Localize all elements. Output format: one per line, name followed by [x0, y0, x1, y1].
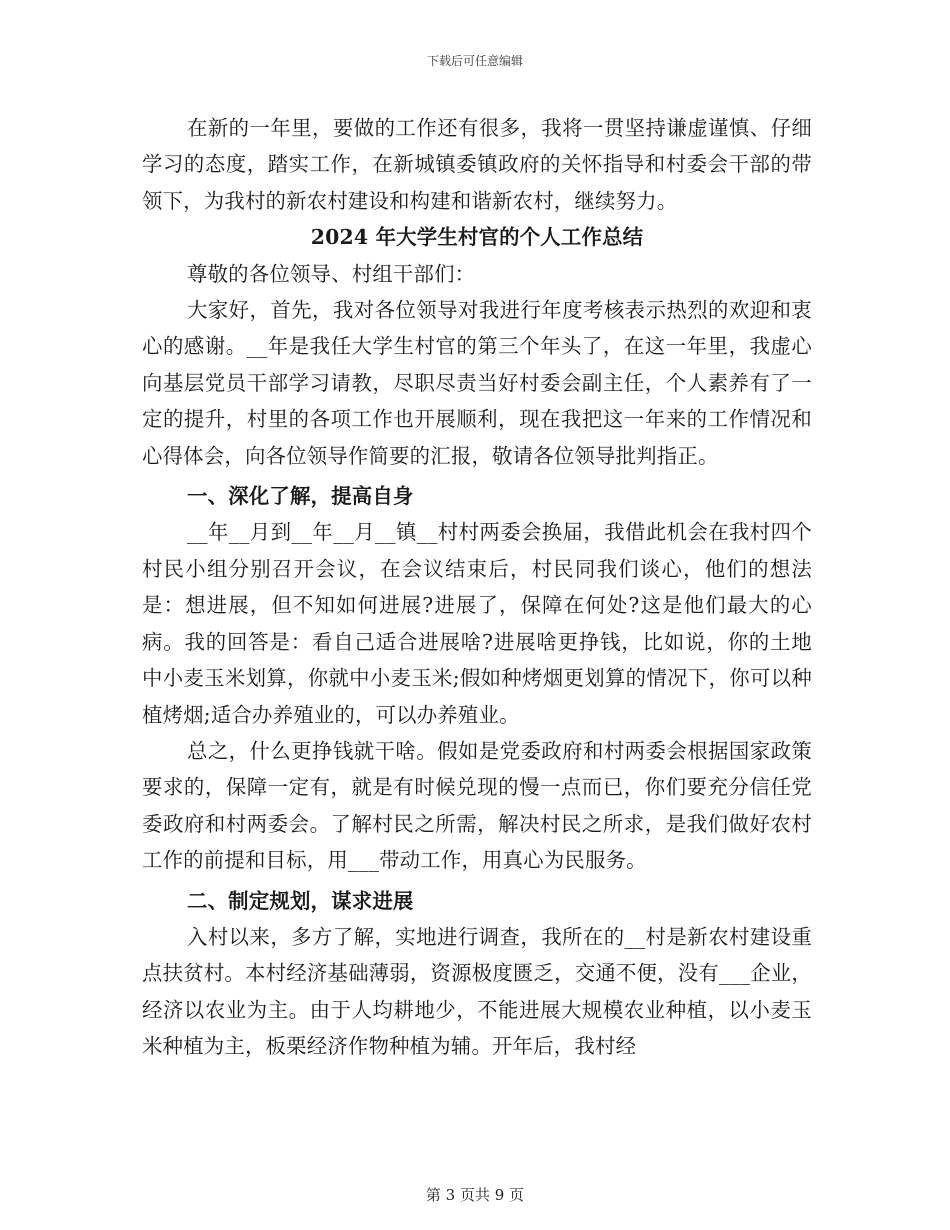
- paragraph-intro: 大家好，首先，我对各位领导对我进行年度考核表示热烈的欢迎和衷心的感谢。__年是我任大学生村官的第三个年头了，在这一年里，我虚心向基层党员干部学习请教，尽职尽责当好村委会副主任，个人素养有了一定的提升，村里的各项工作也开展顺利，现在我把这一年来的工作情况和心得体会，向各位领导作简要的汇报，敬请各位领导批判指正。: [142, 298, 812, 468]
- salutation: 尊敬的各位领导、村组干部们：: [187, 261, 476, 286]
- page-header: 下载后可任意编辑: [426, 54, 523, 68]
- paragraph-closing: 在新的一年里，要做的工作还有很多，我将一贯坚持谦虚谨慎、仔细学习的态度，踏实工作，在新城镇委镇政府的关怀指导和村委会干部的带领下，为我村的新农村建设和构建和谐新农村，继续努力。: [142, 116, 812, 213]
- document-body: [142, 110, 812, 1065]
- paragraph-section1-b: 总之，什么更挣钱就干啥。假如是党委政府和村两委会根据国家政策要求的，保障一定有，就是有时候兑现的慢一点而已，你们要充分信任党委政府和村两委会。了解村民之所需，解决村民之所求，是我们做好农村工作的前提和目标，用___带动工作，用真心为民服务。: [142, 738, 812, 873]
- paragraph-section1-a: __年__月到__年__月__镇__村村两委会换届，我借此机会在我村四个村民小组分别召开会议，在会议结束后，村民同我们谈心，他们的想法是：想进展，但不知如何进展?进展了，保障在何处?这是他们最大的心病。我的回答是：看自己适合进展啥?进展啥更挣钱，比如说，你的土地中小麦玉米划算，你就中小麦玉米;假如种烤烟更划算的情况下，你可以种植烤烟;适合办养殖业的，可以办养殖业。: [142, 520, 812, 727]
- section-heading-1: 一、深化了解，提高自身: [187, 484, 414, 509]
- section-heading-2: 二、制定规划，谋求进展: [187, 888, 414, 913]
- paragraph-section2-a: 入村以来，多方了解，实地进行调查，我所在的__村是新农村建设重点扶贫村。本村经济基础薄弱，资源极度匮乏，交通不便，没有___企业，经济以农业为主。由于人均耕地少，不能进展大规模农业种植，以小麦玉米种植为主，板栗经济作物种植为辅。开年后，我村经: [142, 924, 812, 1059]
- document-title: 2024 年大学生村官的个人工作总结: [310, 225, 644, 250]
- page-footer: 第 3 页共 9 页: [425, 1186, 525, 1204]
